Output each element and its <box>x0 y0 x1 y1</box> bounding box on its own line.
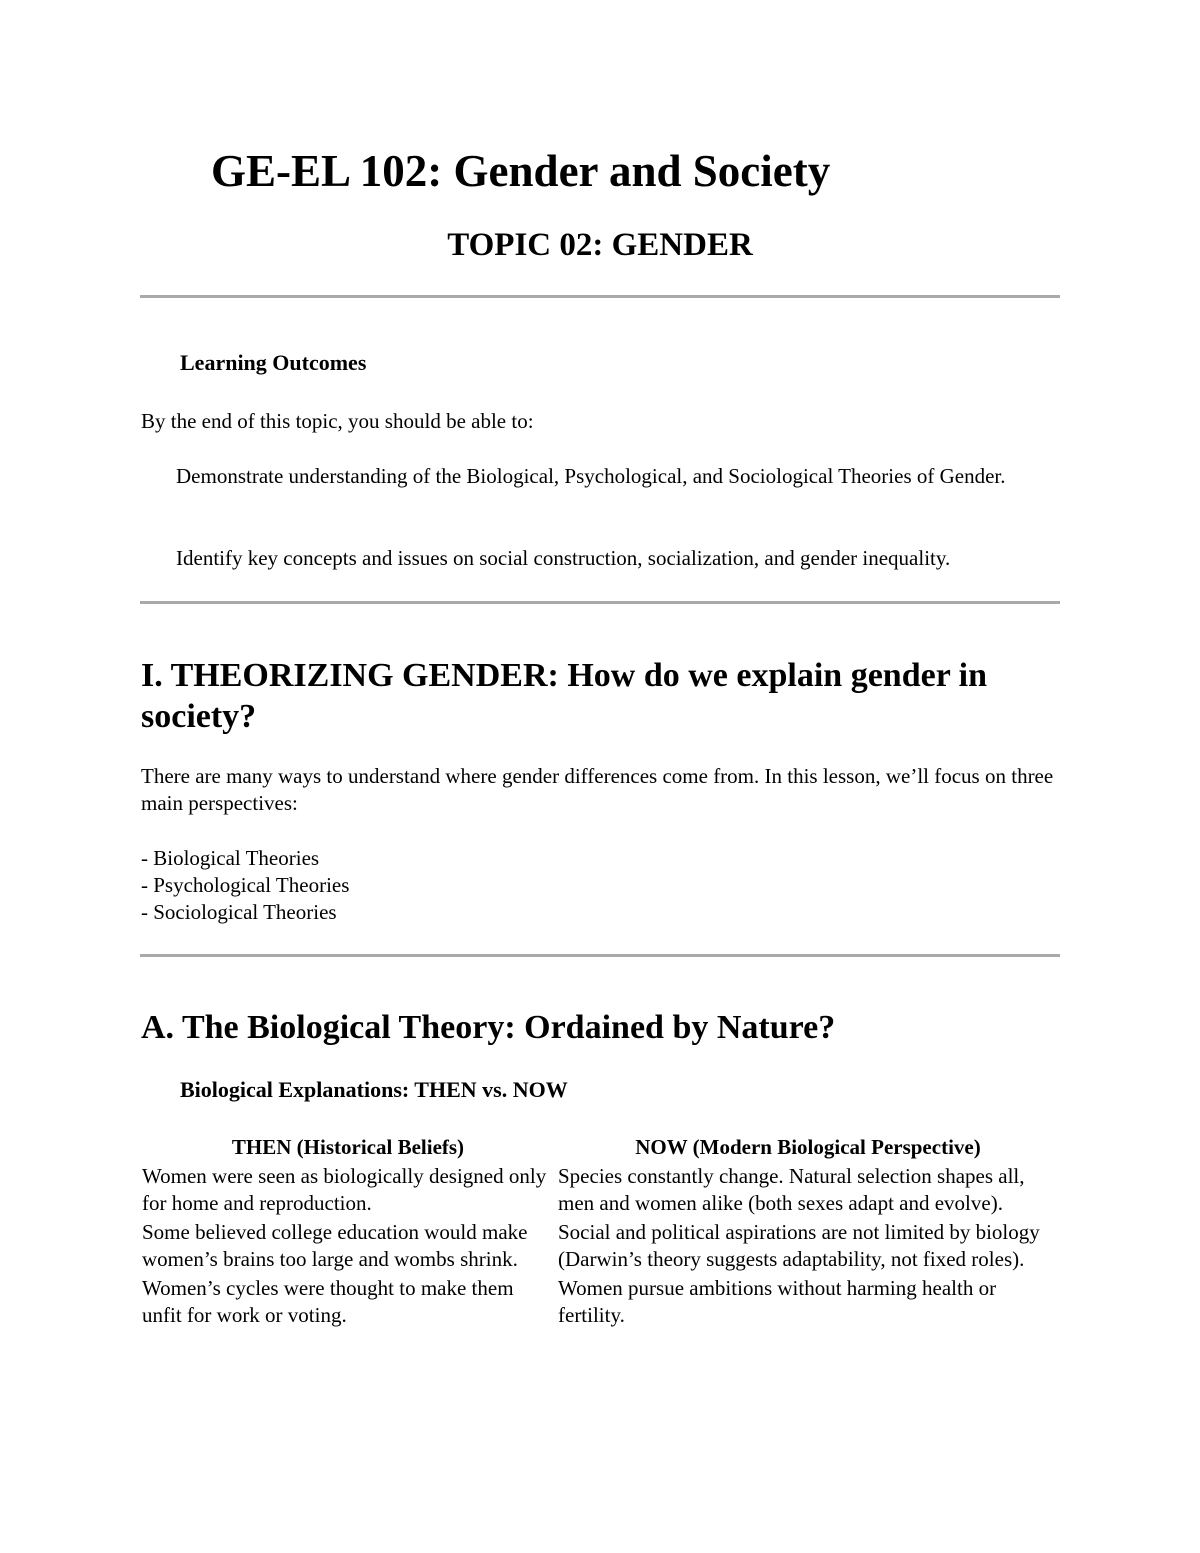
learning-outcomes-intro: By the end of this topic, you should be able to: <box>141 409 534 433</box>
table-cell: Some believed college education would make women’s brains too large and wombs shrink. <box>142 1220 528 1271</box>
table-row <box>140 1219 1060 1275</box>
learning-outcome-item: Demonstrate understanding of the Biological, Psychological, and Sociological Theories of Gender. <box>176 464 1006 488</box>
table-row <box>140 1275 1060 1331</box>
column-header-then: THEN (Historical Beliefs) <box>231 1135 465 1159</box>
list-item: - Sociological Theories <box>141 900 337 924</box>
list-item: - Psychological Theories <box>141 873 350 897</box>
table-cell: Women were seen as biologically designed only for home and reproduction. <box>142 1164 547 1215</box>
then-vs-now-table <box>140 1134 1060 1331</box>
table-header-row <box>140 1134 1060 1163</box>
perspectives-list <box>141 845 349 926</box>
section-heading-theorizing-gender: I. THEORIZING GENDER: How do we explain gender in society? <box>141 657 988 735</box>
column-header-now: NOW (Modern Biological Perspective) <box>635 1135 981 1159</box>
table-cell: Women’s cycles were thought to make them unfit for work or voting. <box>142 1276 514 1327</box>
horizontal-divider <box>140 601 1060 604</box>
table-cell: Social and political aspirations are not limited by biology (Darwin’s theory suggests adaptability, not fixed roles). <box>558 1220 1040 1271</box>
table-cell: Women pursue ambitions without harming health or fertility. <box>558 1276 997 1327</box>
table-row <box>140 1163 1060 1219</box>
learning-outcomes-heading: Learning Outcomes <box>180 350 367 375</box>
section-intro-paragraph: There are many ways to understand where gender differences come from. In this lesson, we’ll focus on three main perspectives: <box>141 764 1054 815</box>
table-cell: Species constantly change. Natural selection shapes all, men and women alike (both sexes adapt and evolve). <box>558 1164 1025 1215</box>
list-item: - Biological Theories <box>141 846 320 870</box>
table-caption: Biological Explanations: THEN vs. NOW <box>180 1077 568 1102</box>
horizontal-divider <box>140 295 1060 298</box>
course-title: GE-EL 102: Gender and Society <box>211 146 831 196</box>
section-heading-biological-theory: A. The Biological Theory: Ordained by Nature? <box>141 1009 836 1046</box>
topic-title: TOPIC 02: GENDER <box>447 227 753 263</box>
learning-outcome-item: Identify key concepts and issues on social construction, socialization, and gender inequality. <box>176 546 951 570</box>
horizontal-divider <box>140 954 1060 957</box>
